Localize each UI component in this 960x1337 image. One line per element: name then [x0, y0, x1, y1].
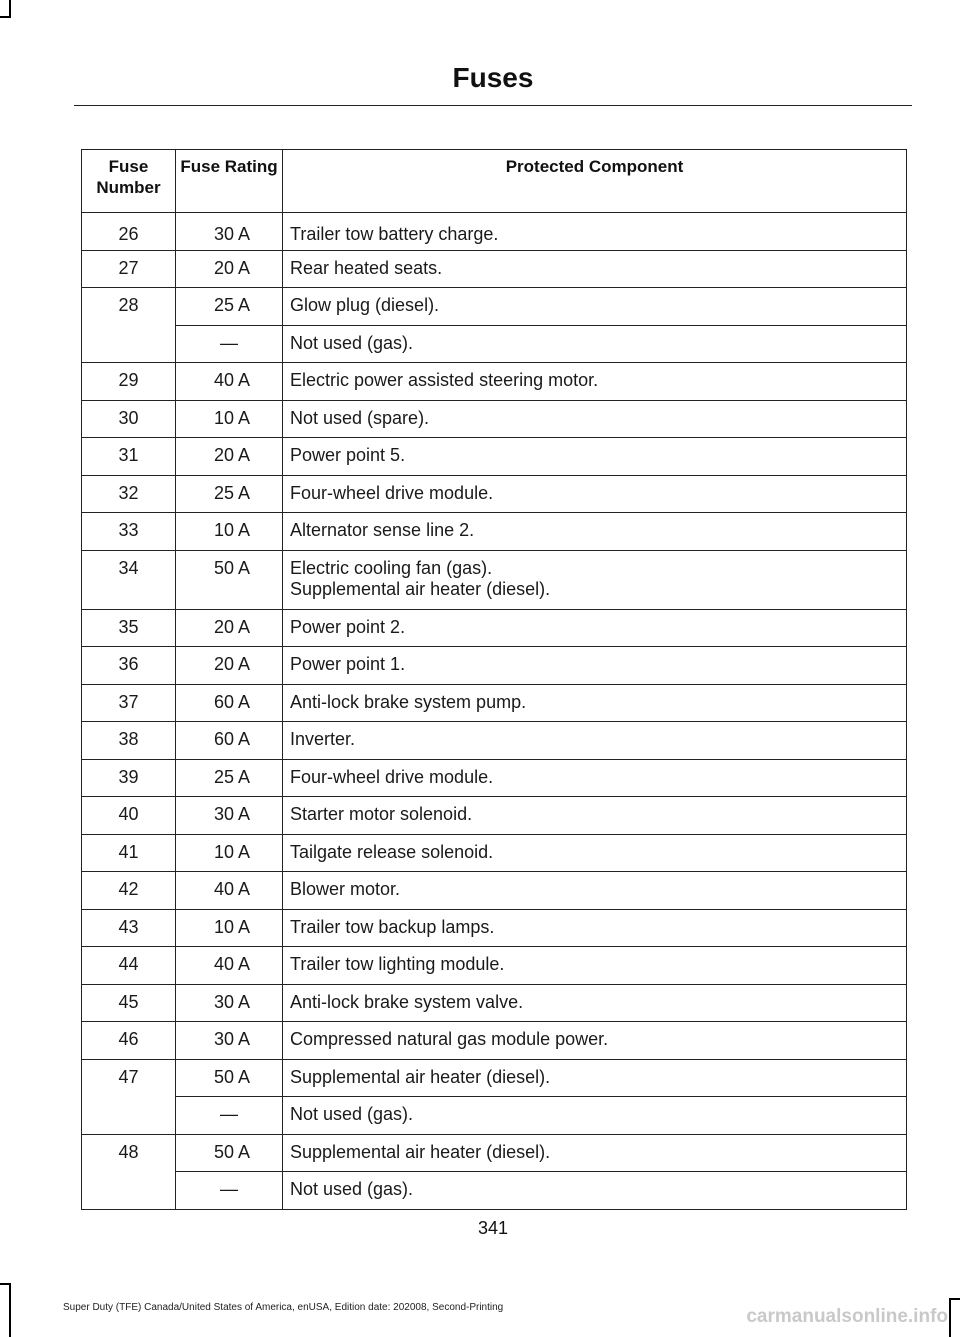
- protected-component-cell: [283, 288, 907, 326]
- crop-mark: [9, 0, 11, 17]
- table-row: [82, 1134, 907, 1172]
- protected-component-cell: [283, 984, 907, 1022]
- table-row: [82, 947, 907, 985]
- table-row: [82, 363, 907, 401]
- fuse-number-cell: 27: [82, 250, 176, 288]
- table-header-row: [82, 150, 907, 213]
- table-row: [82, 797, 907, 835]
- fuse-number-cell: 39: [82, 759, 176, 797]
- fuse-rating-cell: 30 A: [176, 1022, 283, 1060]
- component-line: Not used (gas).: [290, 332, 414, 353]
- protected-component-cell: [283, 250, 907, 288]
- component-line: Not used (spare).: [290, 407, 430, 428]
- fuse-number-cell: 47: [82, 1059, 176, 1097]
- fuse-rating-cell: 40 A: [176, 363, 283, 401]
- protected-component-cell: [283, 325, 907, 363]
- table-row: [82, 1172, 907, 1210]
- fuse-number-cell: 31: [82, 438, 176, 476]
- protected-component-cell: [283, 1097, 907, 1135]
- fuse-rating-cell: —: [176, 325, 283, 363]
- table-row: [82, 1097, 907, 1135]
- crop-mark: [0, 1283, 11, 1285]
- fuse-rating-cell: 50 A: [176, 1059, 283, 1097]
- component-line: Rear heated seats.: [290, 257, 443, 278]
- table-row: [82, 325, 907, 363]
- fuse-number-cell: 40: [82, 797, 176, 835]
- page-title: Fuses: [452, 62, 534, 93]
- component-line: Compressed natural gas module power.: [290, 1029, 609, 1049]
- component-line: Trailer tow battery charge.: [290, 224, 499, 244]
- fuse-rating-cell: 60 A: [176, 684, 283, 722]
- fuse-number-cell: [82, 1097, 176, 1135]
- component-line: Blower motor.: [290, 879, 401, 899]
- crop-mark: [949, 1300, 951, 1337]
- protected-component-cell: [283, 1059, 907, 1097]
- fuse-number-cell: 46: [82, 1022, 176, 1060]
- table-row: [82, 1022, 907, 1060]
- table-row: [82, 513, 907, 551]
- table-row: [82, 909, 907, 947]
- component-line: Power point 2.: [290, 616, 406, 637]
- header-fuse-rating: Fuse Rating: [176, 150, 283, 213]
- crop-mark: [9, 1285, 11, 1337]
- protected-component-cell: [283, 438, 907, 476]
- fuse-rating-cell: 50 A: [176, 550, 283, 609]
- fuse-rating-cell: 50 A: [176, 1134, 283, 1172]
- table-row: [82, 288, 907, 326]
- fuse-rating-cell: —: [176, 1097, 283, 1135]
- protected-component-cell: [283, 647, 907, 685]
- protected-component-cell: [283, 759, 907, 797]
- table-row: [82, 647, 907, 685]
- fuse-number-cell: 38: [82, 722, 176, 760]
- fuse-rating-cell: 20 A: [176, 647, 283, 685]
- component-line: Not used (gas).: [290, 1179, 414, 1199]
- table-row: [82, 984, 907, 1022]
- fuse-rating-cell: 40 A: [176, 947, 283, 985]
- fuse-rating-cell: —: [176, 1172, 283, 1210]
- protected-component-cell: [283, 400, 907, 438]
- component-line: Tailgate release solenoid.: [290, 841, 494, 862]
- component-line: Electric power assisted steering motor.: [290, 370, 599, 390]
- header-protected-component: Protected Component: [283, 150, 907, 213]
- table-row: [82, 1059, 907, 1097]
- watermark: carmanualsonline.info: [746, 1306, 948, 1327]
- fuse-rating-cell: 10 A: [176, 513, 283, 551]
- fuse-rating-cell: 30 A: [176, 797, 283, 835]
- table-row: [82, 759, 907, 797]
- component-line: Supplemental air heater (diesel).: [290, 1066, 551, 1087]
- crop-mark: [949, 1298, 960, 1300]
- protected-component-cell: [283, 1022, 907, 1060]
- fuse-number-cell: 36: [82, 647, 176, 685]
- fuse-table-body: [82, 213, 907, 1210]
- table-row: [82, 213, 907, 251]
- fuse-number-cell: 28: [82, 288, 176, 326]
- fuse-rating-cell: 20 A: [176, 250, 283, 288]
- table-row: [82, 684, 907, 722]
- header-fuse-number: Fuse Number: [82, 150, 176, 213]
- component-line: Not used (gas).: [290, 1104, 414, 1124]
- protected-component-cell: [283, 722, 907, 760]
- protected-component-cell: [283, 609, 907, 647]
- component-line: Supplemental air heater (diesel).: [290, 578, 551, 599]
- fuse-number-cell: 35: [82, 609, 176, 647]
- fuse-rating-cell: 20 A: [176, 609, 283, 647]
- component-line: Four-wheel drive module.: [290, 766, 494, 787]
- fuse-rating-cell: 10 A: [176, 909, 283, 947]
- fuse-rating-cell: 20 A: [176, 438, 283, 476]
- fuse-number-cell: 34: [82, 550, 176, 609]
- fuse-number-cell: 37: [82, 684, 176, 722]
- protected-component-cell: [283, 872, 907, 910]
- fuse-rating-cell: 10 A: [176, 834, 283, 872]
- component-line: Starter motor solenoid.: [290, 804, 473, 824]
- fuse-number-cell: 48: [82, 1134, 176, 1172]
- fuse-number-cell: 41: [82, 834, 176, 872]
- component-line: Four-wheel drive module.: [290, 482, 494, 503]
- table-row: [82, 834, 907, 872]
- fuse-number-cell: 30: [82, 400, 176, 438]
- component-line: Power point 5.: [290, 445, 406, 465]
- title-divider: [74, 105, 912, 106]
- protected-component-cell: [283, 834, 907, 872]
- table-row: [82, 722, 907, 760]
- page-number: 341: [477, 1218, 509, 1238]
- component-line: Power point 1.: [290, 654, 406, 674]
- fuse-table: [81, 149, 907, 1210]
- fuse-rating-cell: 60 A: [176, 722, 283, 760]
- table-row: [82, 438, 907, 476]
- component-line: Inverter.: [290, 729, 356, 749]
- fuse-rating-cell: 10 A: [176, 400, 283, 438]
- protected-component-cell: [283, 475, 907, 513]
- component-line: Glow plug (diesel).: [290, 295, 440, 315]
- protected-component-cell: [283, 797, 907, 835]
- component-line: Alternator sense line 2.: [290, 520, 475, 540]
- protected-component-cell: [283, 550, 907, 609]
- fuse-rating-cell: 30 A: [176, 213, 283, 251]
- component-line: Electric cooling fan (gas).: [290, 557, 493, 578]
- fuse-rating-cell: 25 A: [176, 475, 283, 513]
- protected-component-cell: [283, 684, 907, 722]
- fuse-number-cell: [82, 325, 176, 363]
- fuse-number-cell: 44: [82, 947, 176, 985]
- protected-component-cell: [283, 363, 907, 401]
- fuse-number-cell: 33: [82, 513, 176, 551]
- component-line: Anti-lock brake system valve.: [290, 991, 524, 1012]
- fuse-number-cell: 43: [82, 909, 176, 947]
- protected-component-cell: [283, 909, 907, 947]
- table-row: [82, 550, 907, 609]
- protected-component-cell: [283, 947, 907, 985]
- protected-component-cell: [283, 513, 907, 551]
- fuse-rating-cell: 30 A: [176, 984, 283, 1022]
- fuse-number-cell: 26: [82, 213, 176, 251]
- crop-mark: [0, 16, 11, 18]
- component-line: Trailer tow backup lamps.: [290, 916, 495, 937]
- table-row: [82, 872, 907, 910]
- table-row: [82, 250, 907, 288]
- fuse-number-cell: 32: [82, 475, 176, 513]
- fuse-number-cell: [82, 1172, 176, 1210]
- component-line: Anti-lock brake system pump.: [290, 691, 527, 712]
- component-line: Trailer tow lighting module.: [290, 954, 505, 974]
- table-row: [82, 609, 907, 647]
- edition-footer: Super Duty (TFE) Canada/United States of America, enUSA, Edition date: 202008, Second-Printing: [63, 1302, 504, 1313]
- fuse-rating-cell: 25 A: [176, 759, 283, 797]
- protected-component-cell: [283, 213, 907, 251]
- table-row: [82, 400, 907, 438]
- component-line: Supplemental air heater (diesel).: [290, 1141, 551, 1162]
- fuse-number-cell: 42: [82, 872, 176, 910]
- fuse-number-cell: 45: [82, 984, 176, 1022]
- protected-component-cell: [283, 1134, 907, 1172]
- fuse-number-cell: 29: [82, 363, 176, 401]
- table-row: [82, 475, 907, 513]
- fuse-rating-cell: 40 A: [176, 872, 283, 910]
- protected-component-cell: [283, 1172, 907, 1210]
- fuse-rating-cell: 25 A: [176, 288, 283, 326]
